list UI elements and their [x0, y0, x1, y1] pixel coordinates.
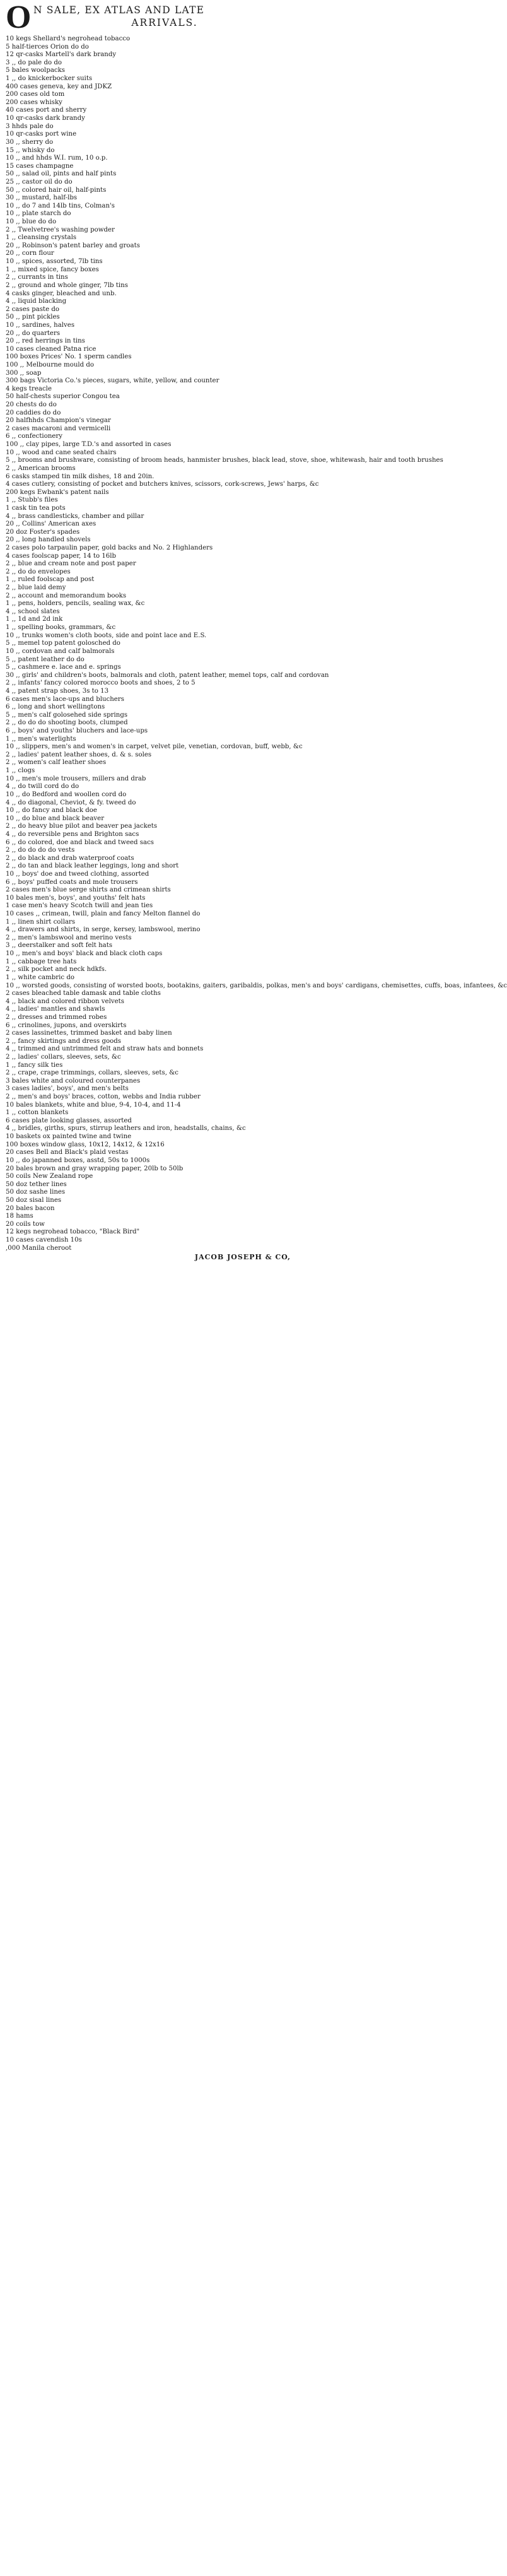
listing-line: 1 ,, spelling books, grammars, &c: [6, 624, 116, 632]
listing-line: 2 ,, do tan and black leather leggings, long and short: [6, 862, 179, 870]
listing-line: 10 ,, wood and cane seated chairs: [6, 449, 117, 456]
listing-line: 2 ,, men's and boys' braces, cotton, webbs and India rubber: [6, 1093, 201, 1101]
listing-line: 1 ,, cabbage tree hats: [6, 958, 77, 965]
listing-line: 10 cases cavendish 10s: [6, 1237, 82, 1244]
listing-line: 10 bales blankets, white and blue, 9-4, 10-4, and 11-4: [6, 1101, 181, 1109]
listing-line: 30 ,, mustard, half-lbs: [6, 194, 78, 202]
listing-line: 400 cases geneva, key and JDKZ: [6, 83, 112, 90]
listing-line: 2 ,, ladies' patent leather shoes, d. & s. soles: [6, 751, 152, 758]
listing-line: 10 ,, slippers, men's and women's in carpet, velvet pile, venetian, cordovan, buff, webb, &c: [6, 743, 303, 751]
listing-line: 5 ,, brooms and brushware, consisting of broom heads, hanmister brushes, black lead, stove, shoe, whitewash, hair and tooth brushes: [6, 457, 443, 464]
listing-line: 200 cases whisky: [6, 98, 62, 106]
listing-line: 4 ,, do diagonal, Cheviot, & fy. tweed do: [6, 799, 136, 806]
listing-line: 6 ,, crinolines, jupons, and overskirts: [6, 1021, 127, 1029]
listing-line: 2 ,, do black and drab waterproof coats: [6, 854, 134, 862]
listing-line: 10 qr-casks port wine: [6, 131, 77, 138]
listing-line: 2 ,, do heavy blue pilot and beaver pea jackets: [6, 823, 158, 830]
listing-line: 10 baskets ox painted twine and twine: [6, 1133, 132, 1141]
listing-line: 1 ,, mixed spice, fancy boxes: [6, 266, 99, 273]
listing-line: 300 bags Victoria Co.'s pieces, sugars, white, yellow, and counter: [6, 377, 219, 385]
listing-line: 10 ,, do blue and black beaver: [6, 815, 105, 822]
listing-line: 10 ,, spices, assorted, 7lb tins: [6, 258, 103, 266]
goods-listing: [6, 35, 507, 1252]
listing-line: 2 ,, infants' fancy colored morocco boots and shoes, 2 to 5: [6, 679, 195, 687]
listing-line: 40 cases port and sherry: [6, 107, 87, 114]
listing-line: 2 ,, ladies' collars, sleeves, sets, &c: [6, 1054, 121, 1061]
listing-line: 4 ,, black and colored ribbon velvets: [6, 997, 124, 1005]
listing-line: 20 bales bacon: [6, 1204, 55, 1212]
listing-line: 4 ,, do twill cord do do: [6, 783, 79, 791]
listing-line: 3 ,, do pale do do: [6, 59, 62, 66]
drop-cap-letter: O: [6, 0, 32, 35]
listing-line: 200 kegs Ewbank's patent nails: [6, 488, 109, 496]
listing-line: 100 ,, clay pipes, large T.D.'s and assorted in cases: [6, 441, 172, 449]
listing-line: 50 ,, pint pickles: [6, 314, 60, 321]
listing-line: 2 cases bleached table damask and table cloths: [6, 990, 161, 997]
listing-line: 2 ,, blue and cream note and post paper: [6, 560, 136, 568]
listing-line: 2 ,, ground and whole ginger, 7lb tins: [6, 281, 128, 289]
listing-line: 10 cases ,, crimean, twill, plain and fancy Melton flannel do: [6, 910, 201, 918]
listing-line: 1 ,, do knickerbocker suits: [6, 75, 93, 83]
listing-line: 6 cases men's lace-ups and bluchers: [6, 695, 124, 703]
listing-line: 2 ,, dresses and trimmed robes: [6, 1013, 107, 1021]
listing-line: 2 ,, do do envelopes: [6, 568, 71, 575]
listing-line: 10 ,, sardines, halves: [6, 321, 75, 329]
listing-line: 4 ,, do reversible pens and Brighton sacs: [6, 830, 139, 838]
listing-line: 5 ,, patent leather do do: [6, 656, 84, 663]
listing-line: 4 kegs treacle: [6, 385, 52, 392]
advert-header: [6, 0, 296, 35]
listing-line: 50 doz sashe lines: [6, 1189, 66, 1196]
listing-line: 18 hams: [6, 1213, 33, 1220]
listing-line: 2 ,, Twelvetree's washing powder: [6, 226, 115, 233]
listing-line: 50 half-chests superior Congou tea: [6, 393, 120, 401]
listing-line: 2 ,, blue laid demy: [6, 584, 66, 592]
listing-line: 50 coils New Zealand rope: [6, 1173, 93, 1180]
listing-line: 2 cases macaroni and vermicelli: [6, 425, 111, 432]
listing-line: 2 cases paste do: [6, 305, 60, 313]
listing-line: 100 boxes Prices' No. 1 sperm candles: [6, 353, 132, 361]
listing-line: 300 ,, soap: [6, 369, 42, 377]
listing-line: 2 ,, American brooms: [6, 464, 76, 472]
listing-line: 20 ,, long handled shovels: [6, 536, 91, 544]
listing-line: 6 ,, boys' puffed coats and mole trousers: [6, 878, 138, 886]
listing-line: 6 ,, long and short wellingtons: [6, 703, 105, 711]
listing-line: 4 ,, ladies' mantles and shawls: [6, 1006, 105, 1013]
listing-line: 2 cases polo tarpaulin paper, gold backs and No. 2 Highlanders: [6, 544, 213, 551]
listing-line: 5 ,, men's calf golosehed side springs: [6, 711, 128, 719]
listing-line: 15 cases champagne: [6, 162, 74, 170]
advertiser-signature: JACOB JOSEPH & CO,: [194, 1253, 291, 1262]
listing-line: 3 hhds pale do: [6, 122, 54, 130]
listing-line: 2 ,, fancy skirtings and dress goods: [6, 1037, 122, 1045]
listing-line: 20 doz Foster's spades: [6, 528, 80, 536]
listing-line: 1 ,, men's waterlights: [6, 735, 76, 743]
listing-line: 2 ,, currants in tins: [6, 274, 68, 281]
listing-line: 100 ,, Melbourne mould do: [6, 361, 95, 368]
listing-line: 2 ,, account and memorandum books: [6, 592, 127, 599]
listing-line: 10 qr-casks dark brandy: [6, 115, 85, 122]
listing-line: 50 doz tether lines: [6, 1180, 67, 1188]
listing-line: 4 cases foolscap paper, 14 to 16lb: [6, 552, 117, 560]
listing-line: 2 ,, men's lambswool and merino vests: [6, 934, 132, 941]
listing-line: 10 ,, do japanned boxes, asstd, 50s to 1000s: [6, 1156, 150, 1164]
listing-line: 10 ,, boys' doe and tweed clothing, assorted: [6, 870, 149, 878]
listing-line: 15 ,, whisky do: [6, 146, 55, 154]
listing-line: 1 ,, cotton blankets: [6, 1109, 69, 1117]
heading-line-2: ARRIVALS.: [131, 17, 198, 28]
listing-line: 6 ,, confectionery: [6, 433, 63, 440]
listing-line: 6 ,, boys' and youths' bluchers and lace-ups: [6, 727, 148, 735]
listing-line: 1 ,, cleansing crystals: [6, 234, 77, 242]
listing-line: 50 doz sisal lines: [6, 1196, 62, 1204]
listing-line: 10 ,, cordovan and calf balmorals: [6, 647, 115, 655]
listing-line: 20 bales brown and gray wrapping paper, 20lb to 50lb: [6, 1165, 184, 1172]
listing-line: 10 ,, do fancy and black doe: [6, 807, 97, 815]
listing-line: 10 ,, and hhds W.I. rum, 10 o.p.: [6, 155, 108, 162]
listing-line: 10 cases cleaned Patna rice: [6, 345, 96, 353]
listing-line: 10 kegs Shellard's negrohead tobacco: [6, 35, 131, 42]
listing-line: 4 ,, school slates: [6, 608, 60, 615]
listing-line: ,000 Manila cheroot: [6, 1244, 72, 1252]
listing-line: 10 ,, do Bedford and woollen cord do: [6, 791, 127, 798]
listing-line: 2 ,, do do do do vests: [6, 847, 75, 854]
listing-line: 3 ,, deerstalker and soft felt hats: [6, 942, 113, 950]
listing-line: 2 cases men's blue serge shirts and crimean shirts: [6, 886, 171, 894]
listing-line: 6 cases plate looking glasses, assorted: [6, 1117, 132, 1124]
listing-line: 30 ,, sherry do: [6, 138, 54, 146]
listing-line: 50 ,, salad oil, pints and half pints: [6, 170, 117, 178]
listing-line: 1 ,, Stubb's files: [6, 497, 58, 504]
listing-line: 10 ,, plate starch do: [6, 210, 71, 218]
listing-line: 1 ,, linen shirt collars: [6, 918, 76, 926]
listing-line: 5 half-tierces Orion do do: [6, 43, 89, 50]
listing-line: 4 ,, bridles, girths, spurs, stirrup leathers and iron, headstalls, chains, &c: [6, 1125, 246, 1132]
listing-line: 10 ,, worsted goods, consisting of worsted boots, bootakins, gaiters, garibaldis, polkas, men's and boys' cardigans, chemisettes, cuffs, boas, infantees, &c: [6, 982, 507, 989]
listing-line: 4 ,, drawers and shirts, in serge, kersey, lambswool, merino: [6, 926, 201, 934]
listing-line: 10 ,, men's mole trousers, millers and drab: [6, 775, 146, 782]
listing-line: 4 ,, brass candlesticks, chamber and pillar: [6, 512, 144, 520]
listing-line: 20 ,, Collins' American axes: [6, 520, 96, 528]
listing-line: 1 cask tin tea pots: [6, 504, 66, 512]
listing-line: 20 ,, do quarters: [6, 329, 61, 337]
listing-line: 30 ,, girls' and children's boots, balmorals and cloth, patent leather, memel tops, calf and cordovan: [6, 671, 329, 679]
listing-line: 20 caddies do do: [6, 409, 61, 416]
listing-line: 6 casks stamped tin milk dishes, 18 and 20in.: [6, 473, 154, 480]
heading-line-1: N SALE, EX ATLAS AND LATE: [33, 4, 205, 16]
listing-line: 5 bales woolpacks: [6, 67, 66, 74]
listing-line: 1 ,, ruled foolscap and post: [6, 576, 95, 584]
listing-line: 10 ,, do 7 and 14lb tins, Colman's: [6, 202, 115, 209]
listing-line: 4 cases cutlery, consisting of pocket and butchers knives, scissors, cork-screws, Jews' harps, &c: [6, 481, 319, 488]
listing-line: 2 cases lassinettes, trimmed basket and baby linen: [6, 1030, 172, 1037]
listing-line: 200 cases old tom: [6, 91, 65, 98]
listing-line: 4 ,, liquid blacking: [6, 298, 67, 305]
listing-line: 1 ,, pens, holders, pencils, sealing wax, &c: [6, 600, 145, 608]
listing-line: 4 ,, patent strap shoes, 3s to 13: [6, 687, 109, 695]
listing-line: 50 ,, colored hair oil, half-pints: [6, 186, 107, 194]
listing-line: 5 ,, memel top patent golosched do: [6, 640, 120, 647]
listing-line: 1 ,, white cambric do: [6, 973, 75, 981]
listing-line: 10 bales men's, boys', and youths' felt hats: [6, 894, 146, 902]
listing-line: 20 ,, Robinson's patent barley and groats: [6, 242, 140, 249]
listing-line: 20 ,, corn flour: [6, 250, 54, 257]
listing-line: 3 bales white and coloured counterpanes: [6, 1077, 141, 1085]
listing-line: 4 casks ginger, bleached and unb.: [6, 290, 117, 297]
listing-line: 2 ,, do do do shooting boots, clumped: [6, 719, 128, 727]
listing-line: 10 ,, men's and boys' black and black cloth caps: [6, 950, 163, 958]
listing-line: 6 ,, do colored, doe and black and tweed sacs: [6, 838, 154, 846]
listing-line: 1 ,, 1d and 2d ink: [6, 616, 63, 623]
listing-line: 1 case men's heavy Scotch twill and jean ties: [6, 902, 153, 910]
listing-line: 2 ,, silk pocket and neck hdkfs.: [6, 966, 107, 973]
listing-line: 10 ,, trunks women's cloth boots, side and point lace and E.S.: [6, 632, 207, 639]
listing-line: 2 ,, women's calf leather shoes: [6, 759, 107, 767]
listing-line: 12 kegs negrohead tobacco, "Black Bird": [6, 1228, 140, 1236]
listing-line: 100 boxes window glass, 10x12, 14x12, & 12x16: [6, 1141, 165, 1148]
listing-line: 1 ,, fancy silk ties: [6, 1061, 63, 1069]
listing-line: 20 chests do do: [6, 401, 57, 409]
listing-line: 25 ,, castor oil do do: [6, 178, 73, 185]
listing-line: 20 coils tow: [6, 1220, 45, 1228]
listing-line: 20 cases Bell and Black's plaid vestas: [6, 1149, 129, 1156]
listing-line: 4 ,, trimmed and untrimmed felt and straw hats and bonnets: [6, 1045, 204, 1053]
listing-line: 3 cases ladies', boys', and men's belts: [6, 1085, 129, 1093]
listing-line: 10 ,, blue do do: [6, 218, 57, 226]
listing-line: 20 ,, red herrings in tins: [6, 338, 85, 345]
listing-line: 2 ,, crape, crape trimmings, collars, sleeves, sets, &c: [6, 1069, 179, 1077]
advert-heading: [33, 4, 296, 29]
listing-line: 12 qr-casks Martell's dark brandy: [6, 51, 117, 59]
listing-line: 1 ,, clogs: [6, 767, 35, 775]
listing-line: 20 halfhhds Champion's vinegar: [6, 417, 111, 425]
listing-line: 5 ,, cashmere e. lace and e. springs: [6, 664, 121, 671]
